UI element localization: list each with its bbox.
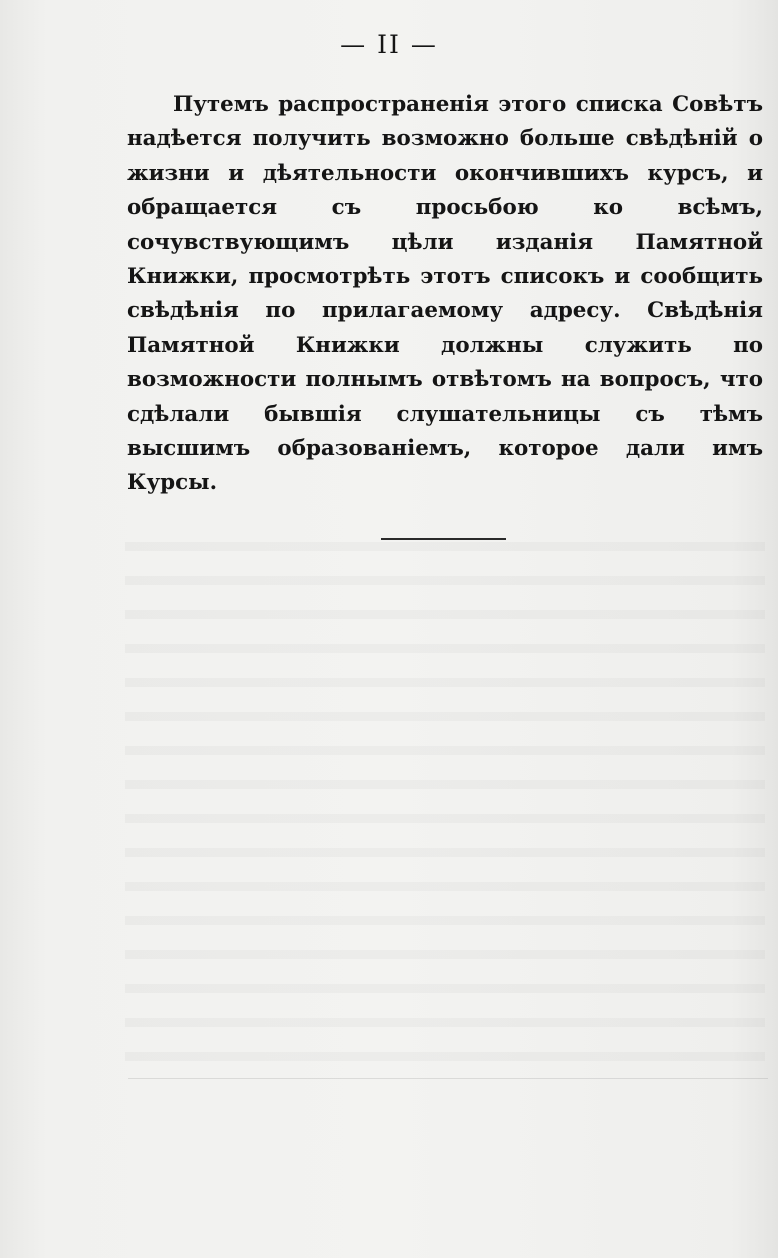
section-divider — [381, 538, 506, 540]
body-paragraph: Путемъ распространенія этого списка Совѣтъ надѣется получить возможно больше свѣдѣній о жизни и дѣятельности окончившихъ курсъ, и обращается съ просьбою ко всѣмъ, сочувствующимъ цѣли изданія Памятной Книжки, просмотрѣть этотъ списокъ и сообщить свѣдѣнія по прилагаемому адресу. Свѣдѣнія Памятной Книжки должны служить по возможности полнымъ отвѣтомъ на вопросъ, что сдѣлали бывшія слушательницы съ тѣмъ высшимъ образованіемъ, которое дали имъ Курсы. — [127, 92, 763, 496]
bleed-through-footnote-rule — [128, 1078, 768, 1079]
bleed-through-texture — [125, 520, 765, 1080]
page-number: — II — — [340, 30, 438, 59]
